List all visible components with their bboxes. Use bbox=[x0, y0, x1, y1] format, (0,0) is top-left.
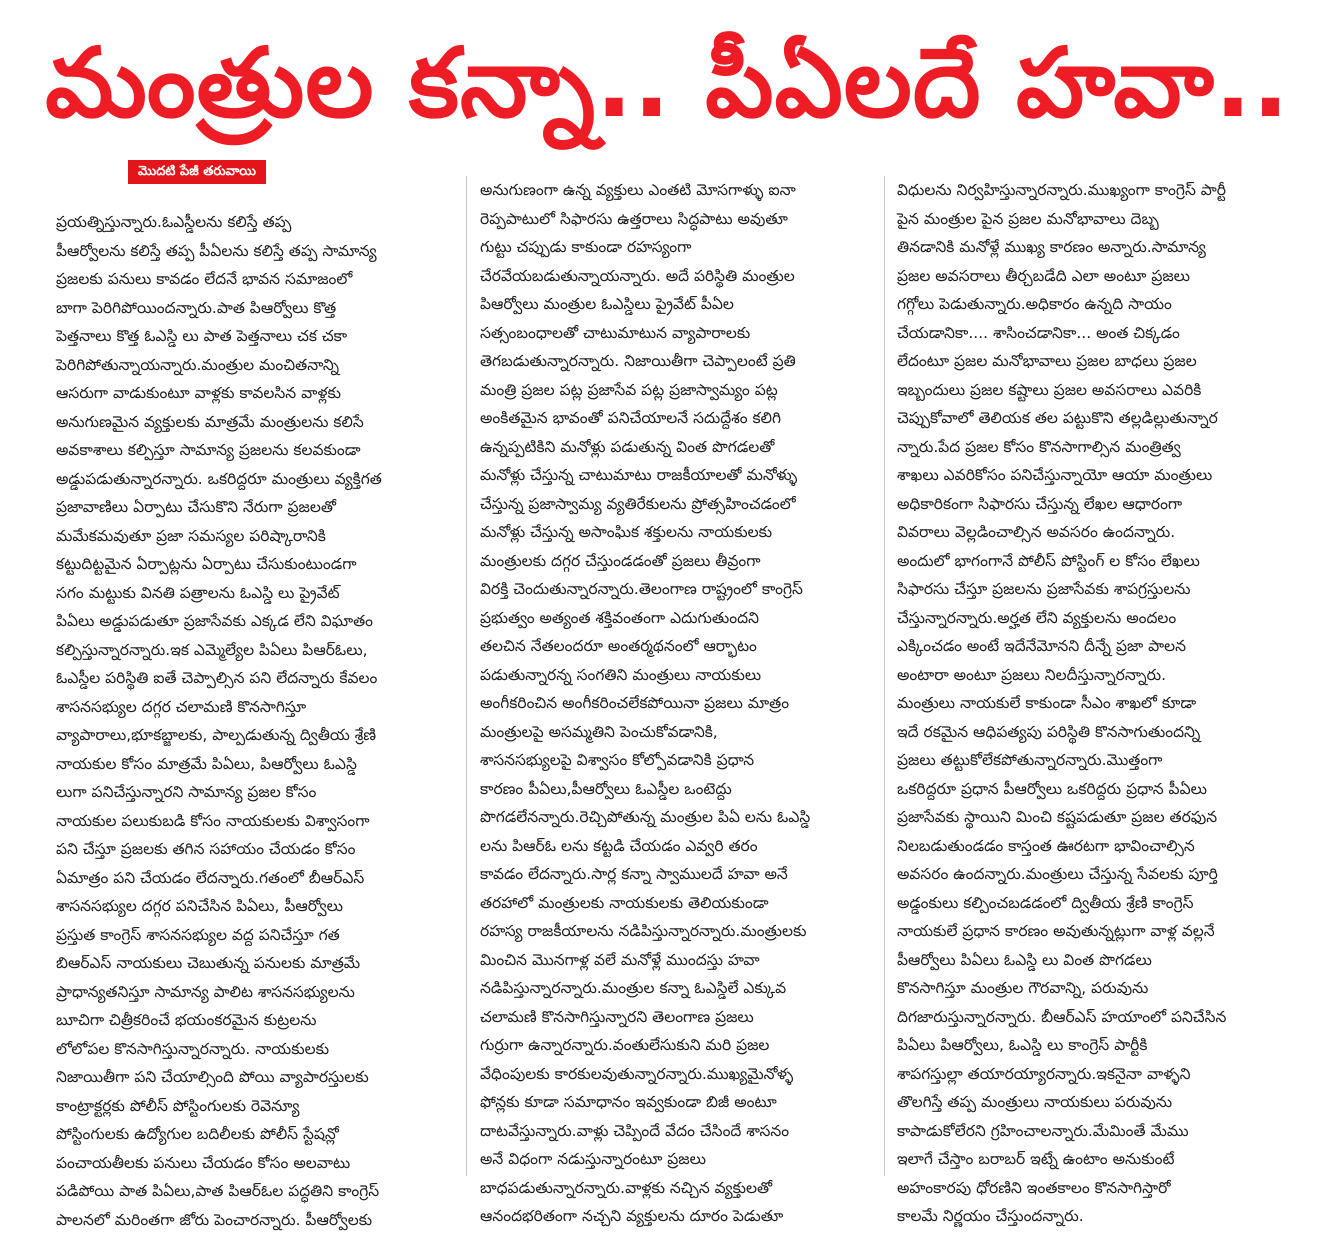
article-line: నిజాయితీగా పని చేయాల్సింది పోయి వ్యాపారస్తులకు bbox=[56, 1063, 451, 1092]
article-line: పడుతున్నారన్న సంగతిని మంత్రులు నాయకులు bbox=[480, 661, 875, 690]
article-line: శాపగస్తుల్లా తయారయ్యారన్నారు.ఇకనైనా వాళ్ళని bbox=[897, 1060, 1317, 1089]
article-line: రహస్య రాజకీయాలను నడిపిస్తున్నారన్నారు.మంత్రులకు bbox=[480, 917, 875, 946]
article-line: పొగడలేనన్నారు.రెచ్చిపోతున్న మంత్రుల పిఏ లను ఓఎస్డి bbox=[480, 803, 875, 832]
column-divider bbox=[466, 176, 467, 1176]
article-line: అనుగుణంగా ఉన్న వ్యక్తులు ఎంతటి మోసగాళ్ళు ఐనా bbox=[480, 176, 875, 205]
article-line: పీఆర్వోలను కలిస్తే తప్ప పీఏలను కలిస్తే తప్ప సామాన్య bbox=[56, 237, 451, 266]
article-line: నాయకుల పలుకుబడి కోసం నాయకులకు విశ్వాసంగా bbox=[56, 807, 451, 836]
article-line: ఓఎస్డీల పరిస్థితి ఐతే చెప్పాల్సిన పని లేదన్నారు కేవలం bbox=[56, 664, 451, 693]
article-line: సత్సంబంధాలతో చాటుమాటున వ్యాపారాలకు bbox=[480, 319, 875, 348]
article-line: కాపాడుకోలేరని గ్రహించాలన్నారు.మేమింతే మేము bbox=[897, 1117, 1317, 1146]
article-line: బాగా పెరిగిపోయిందన్నారు.పాత పిఆర్వోలు కొత్త bbox=[56, 294, 451, 323]
article-line: మనోళ్లు చేస్తున్న అసాంఘిక శక్తులను నాయకులకు bbox=[480, 518, 875, 547]
article-line: చేస్తున్న ప్రజాస్వామ్య వ్యతిరేకులను ప్రోత్సహించడంలో bbox=[480, 490, 875, 519]
article-line: తరహాలో మంత్రులకు నాయకులకు తెలియకుండా bbox=[480, 889, 875, 918]
headline: మంత్రుల కన్నా.. పీఏలదే హవా.. bbox=[20, 18, 1315, 148]
article-line: అధికారికంగా సిఫారసు చేస్తున్న లేఖల ఆధారంగా bbox=[897, 490, 1317, 519]
article-line: న్నారు.పేద ప్రజల కోసం కొనసాగాల్సిన మంత్రిత్వ bbox=[897, 433, 1317, 462]
article-line: పిఆర్వోలు మంత్రుల ఓఎస్డిలు ప్రైవేట్ పీఏల bbox=[480, 290, 875, 319]
article-line: సగం మట్టుకు వినతి పత్రాలను ఓఎస్డి లు ప్రైవేట్ bbox=[56, 579, 451, 608]
article-line: చేరవేయబడుతున్నాయన్నారు. అదే పరిస్థితి మంత్రుల bbox=[480, 262, 875, 291]
article-line: శాసనసభ్యుల దగ్గర పనిచేసిన పిఏలు, పీఆర్వోలు bbox=[56, 892, 451, 921]
article-line: అందులో భాగంగానే పోలీస్ పోస్టింగ్ ల కోసం లేఖలు bbox=[897, 547, 1317, 576]
article-line: బూచిగా చిత్రీకరించే భయంకరమైన కుట్రలను bbox=[56, 1006, 451, 1035]
article-line: అంకితమైన భావంతో పనిచేయాలనే సదుద్దేశం కలిగి bbox=[480, 404, 875, 433]
article-line: మించిన మొనగాళ్ల వలే మనోళ్లే ముందస్తు హవా bbox=[480, 946, 875, 975]
article-line: ప్రయత్నిస్తున్నారు.ఓఎస్డీలను కలిస్తే తప్ప bbox=[56, 208, 451, 237]
article-line: విధులను నిర్వహిస్తున్నారన్నారు.ముఖ్యంగా కాంగ్రెస్ పార్టీ bbox=[897, 176, 1317, 205]
article-line: కొనసాగిస్తూ మంత్రుల గౌరవాన్ని, పరువును bbox=[897, 974, 1317, 1003]
article-line: అడ్డంకులు కల్పించబడడంలో ద్వితీయ శ్రేణి కాంగ్రెస్ bbox=[897, 889, 1317, 918]
article-line: చలామణి కొనసాగిస్తున్నారని తెలంగాణ ప్రజలు bbox=[480, 1003, 875, 1032]
article-line: నిలబడుతుండడం కాస్తంత ఊరటగా భావించాల్సిన bbox=[897, 832, 1317, 861]
article-line: తినడానికి మనోళ్లే ముఖ్య కారణం అన్నారు.సామాన్య bbox=[897, 233, 1317, 262]
article-line: ప్రజల అవసరాలు తీర్చబడేది ఎలా అంటూ ప్రజలు bbox=[897, 262, 1317, 291]
article-line: ప్రజాసేవకు స్థాయిని మించి కష్టపడుతూ ప్రజల తరఫున bbox=[897, 803, 1317, 832]
article-line: శాసనసభ్యుల దగ్గర చలామణి కొనసాగిస్తూ bbox=[56, 693, 451, 722]
article-line: నాయకులే ప్రధాన కారణం అవుతున్నట్లుగా వాళ్ల వల్లనే bbox=[897, 917, 1317, 946]
article-line: పడిపోయి పాత పిఏలు,పాత పిఆర్ఓల పద్ధతిని కాంగ్రెస్ bbox=[56, 1177, 451, 1206]
article-column-1 bbox=[56, 208, 451, 1234]
article-line: కారణం పీఏలు,పీఆర్వోలు ఓఎస్డీల ఒంటెద్దు bbox=[480, 775, 875, 804]
article-line: దాటవేస్తున్నారు.వాళ్లు చెప్పిందే వేదం చేసిందే శాసనం bbox=[480, 1117, 875, 1146]
article-line: తొలగిస్తే తప్ప మంత్రులు నాయకులు పరువును bbox=[897, 1088, 1317, 1117]
article-line: సిఫారసు చేస్తూ ప్రజలను ప్రజాసేవకు శాపగ్రస్తులను bbox=[897, 575, 1317, 604]
article-line: ఎక్కించడం అంటే ఇదేనేమోనని దీన్నే ప్రజా పాలన bbox=[897, 632, 1317, 661]
article-line: పోస్టింగులకు ఉద్యోగుల బదిలీలకు పోలీస్ స్టేషన్లో bbox=[56, 1120, 451, 1149]
column-divider bbox=[884, 176, 885, 1176]
article-line: గుట్టు చప్పుడు కాకుండా రహస్యంగా bbox=[480, 233, 875, 262]
article-line: పిఏలు అడ్డుపడుతూ ప్రజాసేవకు ఎక్కడ లేని విఘాతం bbox=[56, 607, 451, 636]
article-line: మంత్రులపై అసమ్మతిని పెంచుకోవడానికి, bbox=[480, 718, 875, 747]
article-line: పెరిగిపోతున్నాయన్నారు.మంత్రుల మంచితనాన్ని bbox=[56, 351, 451, 380]
article-line: పీఆర్వోలు పిఏలు ఓఎస్డి లు వింత పొగడలు bbox=[897, 946, 1317, 975]
article-line: ఫోన్లకు కూడా సమాధానం ఇవ్వకుండా బిజీ అంటూ bbox=[480, 1088, 875, 1117]
article-line: చేస్తున్నారన్నారు.అర్హత లేని వ్యక్తులను అందలం bbox=[897, 604, 1317, 633]
article-line: పంచాయతీలకు పనులు చేయడం కోసం అలవాటు bbox=[56, 1149, 451, 1178]
article-line: చేయడానికా.... శాసించడానికా... అంత చిక్కడం bbox=[897, 319, 1317, 348]
article-line: అడ్డుపడుతున్నారన్నారు. ఒకరిద్దరూ మంత్రులు వ్యక్తిగత bbox=[56, 465, 451, 494]
article-line: గగ్గోలు పెడుతున్నారు.అధికారం ఉన్నది సాయం bbox=[897, 290, 1317, 319]
article-line: కల్పిస్తున్నారన్నారు.ఇక ఎమ్మెల్యేల పిఏలు పిఆర్ఓలు, bbox=[56, 636, 451, 665]
article-line: పైన మంత్రుల పైన ప్రజల మనోభావాలు దెబ్బ bbox=[897, 205, 1317, 234]
article-line: రెప్పపాటులో సిఫారసు ఉత్తరాలు సిద్ధపాటు అవుతూ bbox=[480, 205, 875, 234]
article-line: అహంకారపు ధోరణిని ఇంతకాలం కొనసాగిస్తారో bbox=[897, 1174, 1317, 1203]
article-line: ప్రభుత్వం అత్యంత శక్తివంతంగా ఎదుగుతుందని bbox=[480, 604, 875, 633]
article-line: మనోళ్లు చేస్తున్న చాటుమాటు రాజకీయాలతో మనోళ్ళు bbox=[480, 461, 875, 490]
article-line: నాయకుల కోసం మాత్రమే పిఏలు, పిఆర్వోలు ఓఎస్డి bbox=[56, 750, 451, 779]
article-line: అవసరం ఉందన్నారు.మంత్రులు చేస్తున్న సేవలకు పూర్తి bbox=[897, 860, 1317, 889]
article-line: లోలోపల కొనసాగిస్తున్నారన్నారు. నాయకులకు bbox=[56, 1035, 451, 1064]
article-line: ప్రజావాణిలు ఏర్పాటు చేసుకొని నేరుగా ప్రజలతో bbox=[56, 493, 451, 522]
article-column-3 bbox=[897, 176, 1317, 1231]
article-line: పాలనలో మరింతగా జోరు పెంచారన్నారు. పీఆర్వోలకు bbox=[56, 1206, 451, 1234]
article-line: ఏమాత్రం పని చేయడం లేదన్నారు.గతంలో బీఆర్ఎస్ bbox=[56, 864, 451, 893]
article-line: ప్రాధాన్యతనిస్తూ సామాన్య పాలిట శాసనసభ్యులను bbox=[56, 978, 451, 1007]
article-line: అనే విధంగా నడుస్తున్నారంటూ ప్రజలు bbox=[480, 1145, 875, 1174]
article-line: కట్టుదిట్టమైన ఏర్పాట్లను ఏర్పాటు చేసుకుంటుండగా bbox=[56, 550, 451, 579]
article-line: చెప్పుకోవాలో తెలియక తల పట్టుకొని తల్లడిల్లుతున్నార bbox=[897, 404, 1317, 433]
article-line: ప్రజలకు పనులు కావడం లేదనే భావన సమాజంలో bbox=[56, 265, 451, 294]
article-line: శాఖలు ఎవరికోసం పనిచేస్తున్నాయో ఆయా మంత్రులు bbox=[897, 461, 1317, 490]
article-line: గుర్రుగా ఉన్నారన్నారు.వంతులేసుకుని మరి ప్రజల bbox=[480, 1031, 875, 1060]
article-line: ఇబ్బందులు ప్రజల కష్టాలు ప్రజల అవసరాలు ఎవరికి bbox=[897, 376, 1317, 405]
article-line: ప్రజలు తట్టుకోలేకపోతున్నారన్నారు.మొత్తంగా bbox=[897, 746, 1317, 775]
article-line: ఒకరిద్దరూ ప్రధాన పీఆర్వోలు ఒకరిద్దరు ప్రధాన పీఏలు bbox=[897, 775, 1317, 804]
article-line: దిగజారుస్తున్నారన్నారు. బీఆర్ఎస్ హయాంలో పనిచేసిన bbox=[897, 1003, 1317, 1032]
article-line: కాలమే నిర్ణయం చేస్తుందన్నారు. bbox=[897, 1202, 1317, 1231]
article-line: తలచిన నేతలందరూ అంతర్మథనంలో ఆర్భాటం bbox=[480, 632, 875, 661]
article-line: విరక్తి చెందుతున్నారన్నారు.తెలంగాణ రాష్ట్రంలో కాంగ్రెస్ bbox=[480, 575, 875, 604]
article-line: పెత్తనాలు కొత్త ఓఎస్డి లు పాత పెత్తనాలు చక చకా bbox=[56, 322, 451, 351]
article-line: ఇదే రకమైన ఆధిపత్యపు పరిస్థితి కొనసాగుతుందన్ని bbox=[897, 718, 1317, 747]
article-line: పిఏలు పిఆర్వోలు, ఓఎస్డి లు కాంగ్రెస్ పార్టీకి bbox=[897, 1031, 1317, 1060]
article-line: వ్యాపారాలు,భూకబ్జాలకు, పాల్పడుతున్న ద్వితీయ శ్రేణి bbox=[56, 721, 451, 750]
article-line: లను పిఆర్ఓ లను కట్టడి చేయడం ఎవ్వరి తరం bbox=[480, 832, 875, 861]
article-line: లుగా పనిచేస్తున్నారని సామాన్య ప్రజల కోసం bbox=[56, 778, 451, 807]
article-line: అనుగుణమైన వ్యక్తులకు మాత్రమే మంత్రులను కలిసే bbox=[56, 408, 451, 437]
article-line: ఆనందభరితంగా నచ్చని వ్యక్తులను దూరం పెడుతూ bbox=[480, 1202, 875, 1231]
article-line: ప్రస్తుత కాంగ్రెస్ శాసనసభ్యుల వద్ద పనిచేస్తూ గత bbox=[56, 921, 451, 950]
article-line: మంత్రులకు దగ్గర చేస్తుండడంతో ప్రజలు తీవ్రంగా bbox=[480, 547, 875, 576]
article-line: శాసనసభ్యులపై విశ్వాసం కోల్పోవడానికి ప్రధాన bbox=[480, 746, 875, 775]
article-line: బాధపడుతున్నారన్నారు.వాళ్లకు నచ్చిన వ్యక్తులతో bbox=[480, 1174, 875, 1203]
article-line: మంత్రి ప్రజల పట్ల ప్రజాసేవ పట్ల ప్రజాస్వామ్యం పట్ల bbox=[480, 376, 875, 405]
article-line: బిఆర్ఎస్ నాయకులు చెబుతున్న పనులకు మాత్రమే bbox=[56, 949, 451, 978]
article-line: ఆసరుగా వాడుకుంటూ వాళ్లకు కావలసిన వాళ్లకు bbox=[56, 379, 451, 408]
article-line: కాంట్రాక్టర్లకు పోలీస్ పోస్టింగులకు రెవెన్యూ bbox=[56, 1092, 451, 1121]
article-line: మంత్రులు నాయకులే కాకుండా సీఎం శాఖలో కూడా bbox=[897, 689, 1317, 718]
article-line: ఉన్నప్పటికిని మనోళ్లు పడుతున్న వింత పొగడలతో bbox=[480, 433, 875, 462]
article-line: కావడం లేదన్నారు.సార్ల కన్నా స్వాములదే హవా అనే bbox=[480, 860, 875, 889]
article-line: పని చేస్తూ ప్రజలకు తగిన సహాయం చేయడం కోసం bbox=[56, 835, 451, 864]
article-line: లేదంటూ ప్రజల మనోభావాలు ప్రజల బాధలు ప్రజల bbox=[897, 347, 1317, 376]
article-line: అంటారా అంటూ ప్రజలు నిలదీస్తున్నారన్నారు. bbox=[897, 661, 1317, 690]
continued-from-front-page-tag: మొదటి పేజీ తరువాయి bbox=[128, 160, 266, 184]
article-line: తెగబడుతున్నారన్నారు. నిజాయితీగా చెప్పాలంటే ప్రతి bbox=[480, 347, 875, 376]
article-line: అవకాశాలు కల్పిస్తూ సామాన్య ప్రజలను కలవకుండా bbox=[56, 436, 451, 465]
article-line: వివరాలు వెల్లడించాల్సిన అవసరం ఉందన్నారు. bbox=[897, 518, 1317, 547]
article-line: మమేకమవుతూ ప్రజా సమస్యల పరిష్కారానికి bbox=[56, 522, 451, 551]
article-line: నడిపిస్తున్నారన్నారు.మంత్రుల కన్నా ఓఎస్డిలే ఎక్కువ bbox=[480, 974, 875, 1003]
article-line: వేధింపులకు కారకులవుతున్నారన్నారు.ముఖ్యమైనోళ్ళ bbox=[480, 1060, 875, 1089]
article-column-2 bbox=[480, 176, 875, 1231]
article-line: ఇలాగే చేస్తాం బరాబర్ ఇట్నే ఉంటాం అనుకుంటే bbox=[897, 1145, 1317, 1174]
article-line: అంగీకరించిన అంగీకరించలేకపోయినా ప్రజలు మాత్రం bbox=[480, 689, 875, 718]
